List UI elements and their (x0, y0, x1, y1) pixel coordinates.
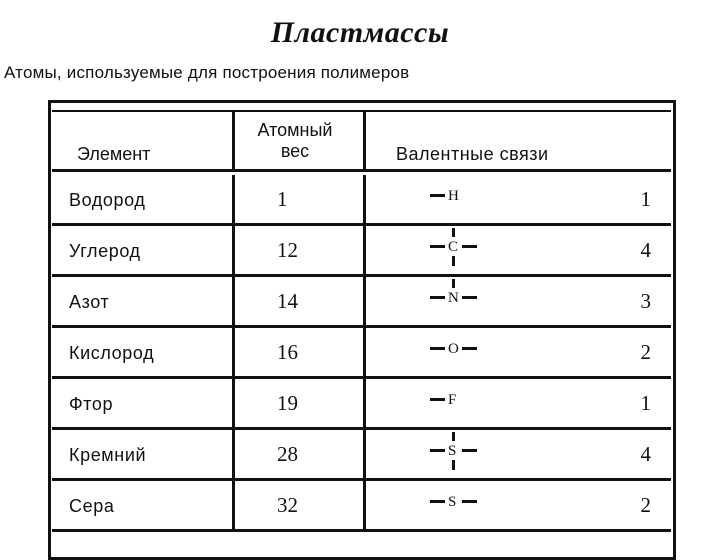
atom-symbol: H (448, 188, 459, 204)
bond-diagram (426, 281, 496, 321)
valence-count: 4 (640, 442, 651, 466)
column-divider (232, 379, 235, 430)
page-subtitle: Атомы, используемые для построения полимеров (4, 63, 410, 82)
bond-line (462, 245, 477, 248)
element-name: Кремний (69, 445, 147, 465)
element-name: Фтор (69, 394, 114, 414)
atomic-weight: 14 (277, 289, 298, 313)
element-name: Кислород (69, 343, 155, 363)
bond-diagram (426, 179, 496, 219)
bond-diagram (426, 230, 496, 270)
atom-symbol: O (448, 341, 459, 357)
table-header (52, 110, 671, 172)
atom-symbol: S (448, 443, 457, 459)
element-name: Углерод (69, 241, 141, 261)
column-divider (232, 226, 235, 277)
bond-line (452, 256, 455, 266)
table-row (52, 430, 671, 481)
bond-line (452, 279, 455, 288)
element-name: Азот (69, 292, 110, 312)
atomic-weight: 1 (277, 187, 288, 211)
bond-line (452, 432, 455, 441)
table-row (52, 277, 671, 328)
bond-line (430, 194, 445, 197)
table-row (52, 328, 671, 379)
bond-line (430, 245, 445, 248)
bond-line (452, 460, 455, 470)
table-row (52, 175, 671, 226)
column-divider (363, 226, 366, 277)
element-name: Водород (69, 190, 146, 210)
header-atomic-weight-line1: Атомный (257, 120, 333, 140)
header-divider (232, 112, 235, 169)
bond-line (430, 449, 445, 452)
header-valence: Валентные связи (396, 144, 549, 164)
valence-count: 2 (640, 493, 651, 517)
bond-line (462, 449, 477, 452)
table-row (52, 481, 671, 532)
column-divider (232, 277, 235, 328)
valence-count: 4 (640, 238, 651, 262)
column-divider (363, 481, 366, 532)
page-title: Пластмассы (270, 16, 450, 49)
atomic-weight: 32 (277, 493, 298, 517)
table-row (52, 226, 671, 277)
atomic-weight: 19 (277, 391, 298, 415)
header-divider (363, 112, 366, 169)
atom-symbol: N (448, 290, 459, 306)
atomic-weight: 28 (277, 442, 298, 466)
bond-line (430, 347, 445, 350)
atom-symbol: S (448, 494, 457, 510)
bond-line (452, 228, 455, 237)
bond-line (430, 296, 445, 299)
table-row (52, 379, 671, 430)
column-divider (363, 328, 366, 379)
bond-line (462, 296, 477, 299)
column-divider (232, 328, 235, 379)
header-atomic-weight-line2: вес (280, 141, 310, 161)
column-divider (232, 430, 235, 481)
atomic-weight: 16 (277, 340, 298, 364)
bond-diagram (426, 485, 496, 525)
column-divider (363, 379, 366, 430)
column-divider (363, 430, 366, 481)
bond-line (430, 398, 445, 401)
bond-line (430, 500, 445, 503)
element-name: Сера (69, 496, 115, 516)
bond-diagram (426, 332, 496, 372)
atomic-weight: 12 (277, 238, 298, 262)
valence-count: 2 (640, 340, 651, 364)
header-element: Элемент (77, 144, 151, 164)
atom-symbol: F (448, 392, 457, 408)
bond-line (462, 500, 477, 503)
valence-count: 3 (640, 289, 651, 313)
valence-count: 1 (640, 187, 651, 211)
column-divider (232, 481, 235, 532)
bond-diagram (426, 383, 496, 423)
bond-diagram (426, 434, 496, 474)
column-divider (232, 175, 235, 226)
column-divider (363, 175, 366, 226)
bond-line (462, 347, 477, 350)
valence-count: 1 (640, 391, 651, 415)
header-atomic-weight (233, 120, 357, 162)
row-divider (52, 529, 671, 532)
atom-symbol: C (448, 239, 459, 255)
column-divider (363, 277, 366, 328)
